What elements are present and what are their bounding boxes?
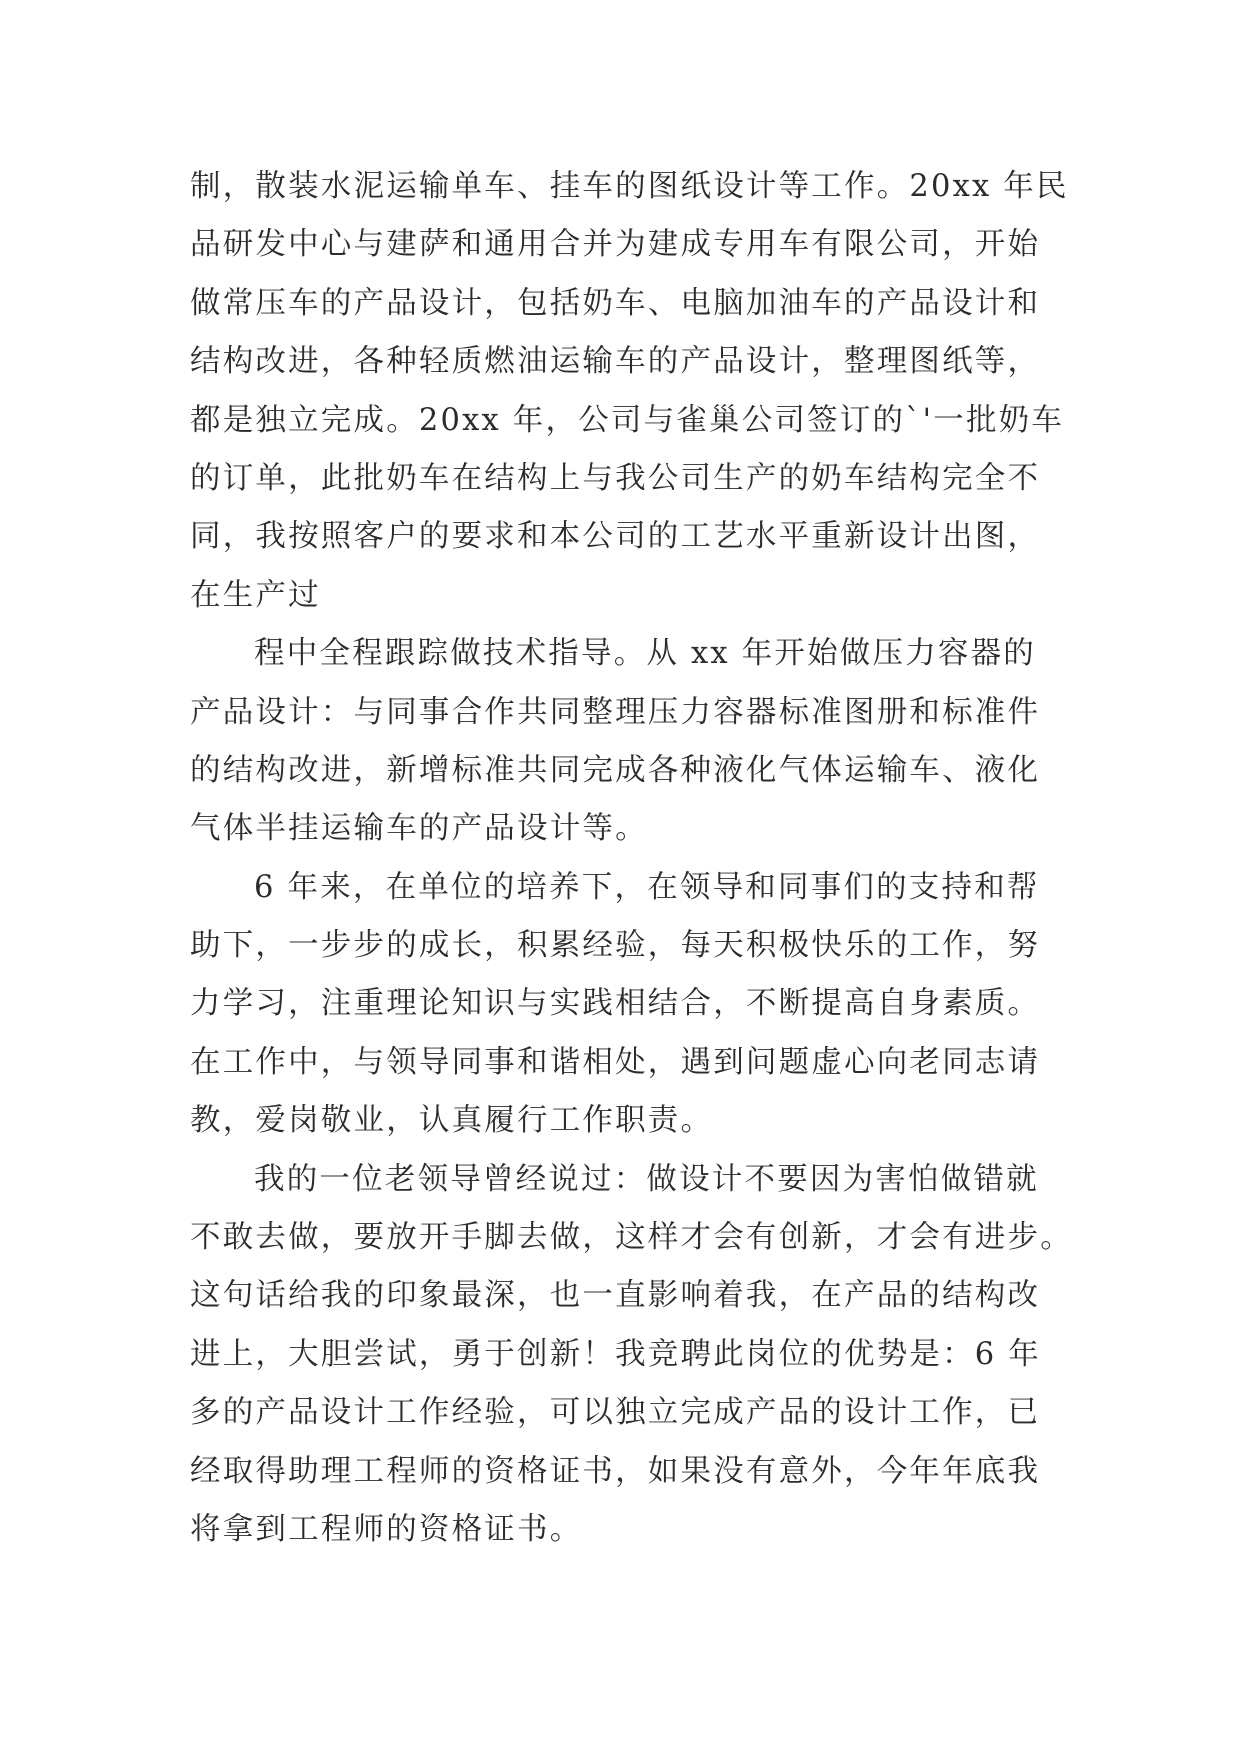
text-line: 这句话给我的印象最深，也一直影响着我，在产品的结构改 [190, 1278, 1041, 1314]
text-line: 都是独立完成。20xx 年，公司与雀巢公司签订的`'一批奶车 [190, 402, 1065, 438]
text-line: 的订单，此批奶车在结构上与我公司生产的奶车结构完全不 [190, 460, 1041, 496]
paragraph-4 [190, 1151, 1073, 1560]
text-line: 结构改进，各种轻质燃油运输车的产品设计，整理图纸等， [190, 344, 1041, 380]
text-line: 不敢去做，要放开手脚去做，这样才会有创新，才会有进步。 [190, 1220, 1073, 1256]
body-text [190, 158, 1073, 1559]
text-line: 教，爱岗敬业，认真履行工作职责。 [190, 1103, 714, 1139]
text-line: 程中全程跟踪做技术指导。从 xx 年开始做压力容器的 [254, 636, 1036, 672]
text-line: 产品设计：与同事合作共同整理压力容器标准图册和标准件 [190, 694, 1041, 730]
text-line: 将拿到工程师的资格证书。 [190, 1511, 583, 1547]
text-line: 多的产品设计工作经验，可以独立完成产品的设计工作，已 [190, 1395, 1041, 1431]
paragraph-1 [190, 158, 1070, 625]
paragraph-3 [190, 859, 1070, 1151]
text-line: 同，我按照客户的要求和本公司的工艺水平重新设计出图， [190, 519, 1041, 555]
text-line: 经取得助理工程师的资格证书，如果没有意外，今年年底我 [190, 1453, 1041, 1489]
text-line: 在工作中，与领导同事和谐相处，遇到问题虚心向老同志请 [190, 1044, 1041, 1080]
text-line: 的结构改进，新增标准共同完成各种液化气体运输车、液化 [190, 752, 1041, 788]
text-line: 做常压车的产品设计，包括奶车、电脑加油车的产品设计和 [190, 285, 1041, 321]
text-line: 进上，大胆尝试，勇于创新！我竞聘此岗位的优势是：6 年 [190, 1336, 1041, 1372]
text-line: 气体半挂运输车的产品设计等。 [190, 811, 648, 847]
text-line: 力学习，注重理论知识与实践相结合，不断提高自身素质。 [190, 986, 1041, 1022]
text-line: 6 年来，在单位的培养下，在领导和同事们的支持和帮 [254, 869, 1040, 905]
text-line: 品研发中心与建萨和通用合并为建成专用车有限公司，开始 [190, 227, 1041, 263]
text-line: 制，散装水泥运输单车、挂车的图纸设计等工作。20xx 年民 [190, 169, 1069, 204]
text-line: 我的一位老领导曾经说过：做设计不要因为害怕做错就 [254, 1161, 1039, 1197]
paragraph-2 [190, 625, 1070, 859]
text-line: 助下，一步步的成长，积累经验，每天积极快乐的工作，努 [190, 928, 1041, 964]
text-line: 在生产过 [190, 577, 321, 613]
